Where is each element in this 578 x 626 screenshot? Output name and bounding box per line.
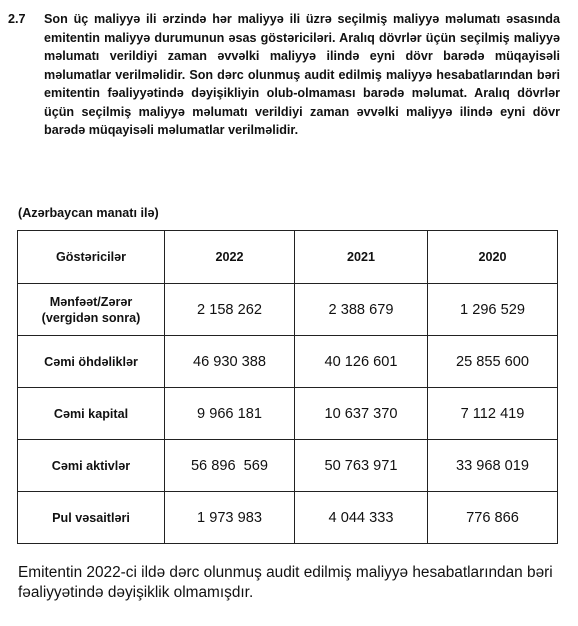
table-cell: 46 930 388 — [165, 336, 295, 388]
table-header-row — [18, 231, 558, 284]
row-label: Cəmi öhdəliklər — [18, 336, 165, 388]
table-cell: 40 126 601 — [295, 336, 428, 388]
table-cell: 56 896 569 — [165, 440, 295, 492]
row-label: Cəmi kapital — [18, 388, 165, 440]
table-cell: 33 968 019 — [428, 440, 558, 492]
table-cell: 2 158 262 — [165, 284, 295, 336]
financial-indicators-table — [17, 230, 558, 544]
header-year-2021: 2021 — [295, 231, 428, 284]
row-label-line2: (vergidən sonra) — [41, 310, 141, 325]
table-row — [18, 440, 558, 492]
header-indicators: Göstəricilər — [18, 231, 165, 284]
section-heading-text: Son üç maliyyə ili ərzində hər maliyyə ili üzrə seçilmiş maliyyə məlumatı əsasında emitentin maliyyə durumunun əsas göstəriciləri. Aralıq dövrlər üçün seçilmiş maliyyə məlumatı verildiyi zaman əvvəlki maliyyə ilində eyni dövr barədə müqayisəli məlumatlar verilməlidir. Son dərc olunmuş audit edilmiş maliyyə hesabatlarından bəri emitentin fəaliyyətində dəyişikliyin olub-olmaması barədə məlumat. Aralıq dövrlər üçün seçilmiş maliyyə məlumatı verildiyi zaman əvvəlki maliyyə ilində eyni dövr barədə müqayisəli məlumatlar verilməlidir. — [44, 12, 560, 137]
table-cell: 25 855 600 — [428, 336, 558, 388]
table-cell: 10 637 370 — [295, 388, 428, 440]
table-row — [18, 492, 558, 544]
table-row — [18, 336, 558, 388]
table-cell: 50 763 971 — [295, 440, 428, 492]
table-cell: 4 044 333 — [295, 492, 428, 544]
header-year-2020: 2020 — [428, 231, 558, 284]
row-label — [18, 284, 165, 336]
section-number: 2.7 — [8, 12, 26, 26]
row-label: Pul vəsaitləri — [18, 492, 165, 544]
row-label: Cəmi aktivlər — [18, 440, 165, 492]
table-row — [18, 284, 558, 336]
table-cell: 1 296 529 — [428, 284, 558, 336]
section-2-7 — [8, 10, 560, 140]
header-year-2022: 2022 — [165, 231, 295, 284]
table-caption: (Azərbaycan manatı ilə) — [18, 206, 159, 220]
table-cell: 7 112 419 — [428, 388, 558, 440]
row-label-line1: Mənfəət/Zərər — [49, 294, 133, 309]
table-cell: 1 973 983 — [165, 492, 295, 544]
table-cell: 776 866 — [428, 492, 558, 544]
table-cell: 2 388 679 — [295, 284, 428, 336]
footer-note: Emitentin 2022-ci ildə dərc olunmuş audit edilmiş maliyyə hesabatlarından bəri fəaliyyətində dəyişiklik olmamışdır. — [18, 564, 553, 601]
table-cell: 9 966 181 — [165, 388, 295, 440]
table-row — [18, 388, 558, 440]
